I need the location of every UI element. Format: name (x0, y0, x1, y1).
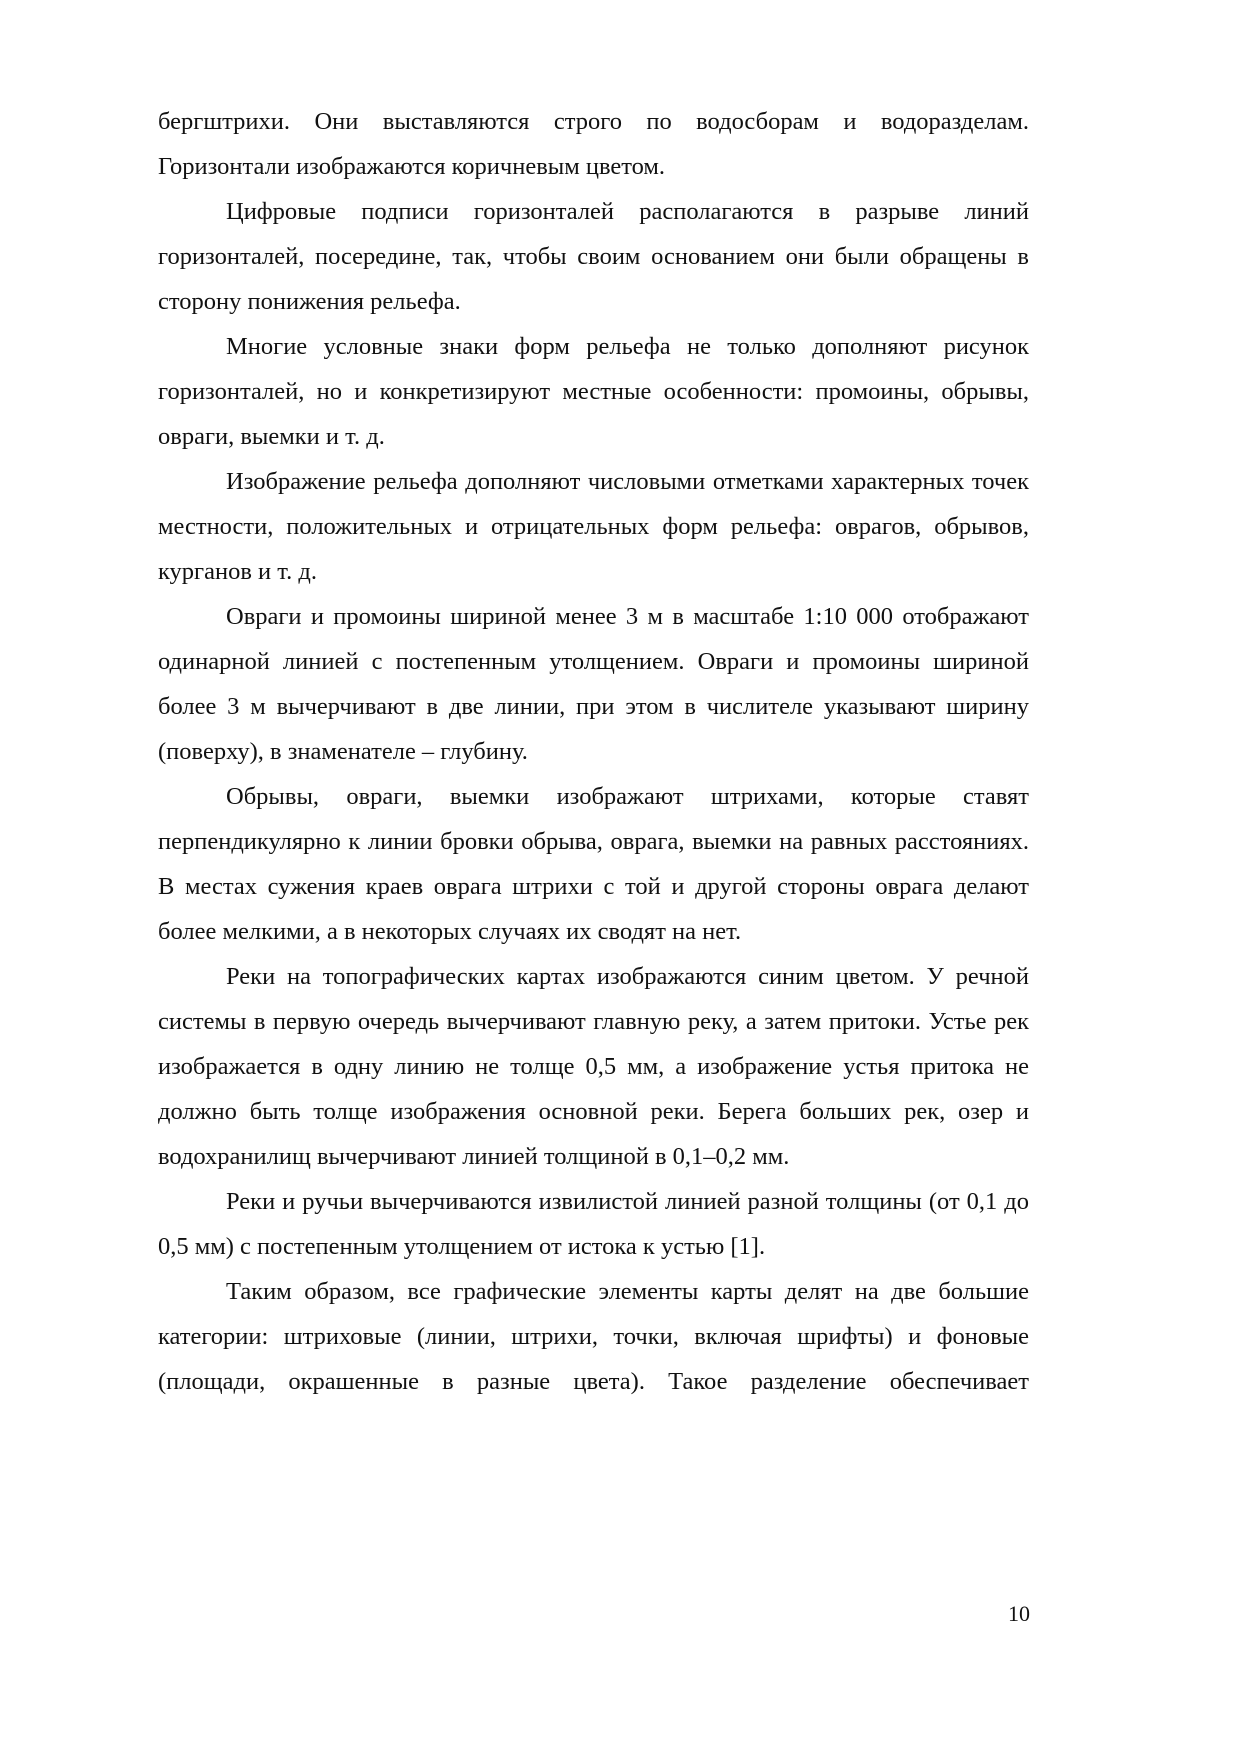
paragraph-8: Реки и ручьи вычерчиваются извилистой линией разной толщины (от 0,1 до 0,5 мм) с постепенным утолщением от истока к устью [1]. (158, 1188, 1029, 1260)
paragraph-2: Цифровые подписи горизонталей располагаются в разрыве линий горизонталей, посередине, так, чтобы своим основанием они были обращены в сторону понижения рельефа. (158, 198, 1029, 315)
paragraph-5: Овраги и промоины шириной менее 3 м в масштабе 1:10 000 отображают одинарной линией с постепенным утолщением. Овраги и промоины шириной более 3 м вычерчивают в две линии, при этом в числителе указывают ширину (поверху), в знаменателе – глубину. (158, 603, 1029, 765)
paragraph-9: Таким образом, все графические элементы карты делят на две большие категории: штриховые (линии, штрихи, точки, включая шрифты) и фоновые (площади, окрашенные в разные цвета). Такое разделение обеспечивает (158, 1278, 1029, 1395)
document-page-body (158, 99, 1029, 1404)
paragraph-3: Многие условные знаки форм рельефа не только дополняют рисунок горизонталей, но и конкретизируют местные особенности: промоины, обрывы, овраги, выемки и т. д. (158, 333, 1029, 450)
paragraph-7: Реки на топографических картах изображаются синим цветом. У речной системы в первую очередь вычерчивают главную реку, а затем притоки. Устье рек изображается в одну линию не толще 0,5 мм, а изображение устья притока не должно быть толще изображения основной реки. Берега больших рек, озер и водохранилищ вычерчивают линией толщиной в 0,1–0,2 мм. (158, 963, 1029, 1170)
page-number: 10 (1008, 1601, 1030, 1626)
paragraph-6: Обрывы, овраги, выемки изображают штрихами, которые ставят перпендикулярно к линии бровки обрыва, оврага, выемки на равных расстояниях. В местах сужения краев оврага штрихи с той и другой стороны оврага делают более мелкими, а в некоторых случаях их сводят на нет. (158, 783, 1029, 945)
paragraph-1: бергштрихи. Они выставляются строго по водосборам и водоразделам. Горизонтали изображаются коричневым цветом. (158, 108, 1029, 180)
paragraph-4: Изображение рельефа дополняют числовыми отметками характерных точек местности, положительных и отрицательных форм рельефа: оврагов, обрывов, курганов и т. д. (158, 468, 1029, 585)
